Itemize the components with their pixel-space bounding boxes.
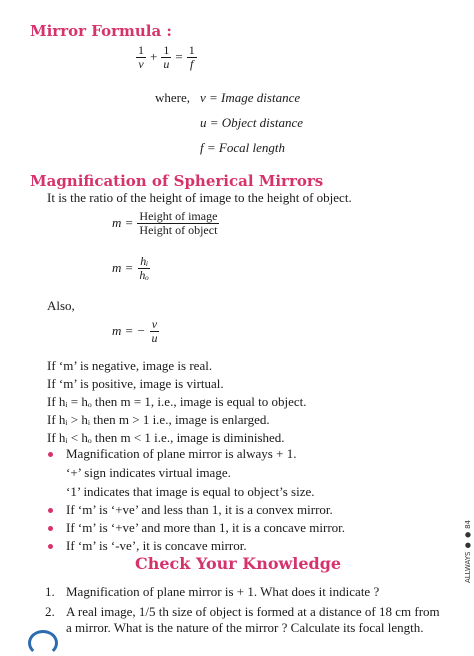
check-knowledge-heading: Check Your Knowledge [135, 554, 342, 573]
bullet-negative: If ‘m’ is ‘-ve’, it is concave mirror. [66, 538, 247, 553]
fraction-1-over-f: $\frac{1}{f}$ [188, 43, 195, 71]
rule-line: If hᵢ = hₒ then m = 1, i.e., image is equal to object. [47, 394, 307, 409]
bullet-concave: If ‘m’ is ‘+ve’ and more than 1, it is a concave mirror. [66, 520, 346, 535]
sub-point-one: ‘1’ indicates that image is equal to object’s size. [66, 484, 315, 499]
fraction-1-over-v: $\frac{1}{v}$ [138, 43, 144, 71]
fraction-1-over-u: $\frac{1}{u}$ [163, 43, 170, 71]
side-margin-text: ALLWAYS ● ● 84 [464, 520, 472, 584]
logo-arc-icon [28, 630, 58, 656]
rule-line: If hᵢ > hᵢ then m > 1 i.e., image is enlarged. [47, 412, 270, 427]
magnification-equation-2: m = $\frac{\text{hᵢ}}{\text{hₒ}}$ [112, 254, 149, 282]
rule-line: If ‘m’ is negative, image is real. [47, 358, 213, 373]
magnification-intro: It is the ratio of the height of image to the height of object. [47, 190, 352, 205]
magnification-equation-1: m = $\frac{\text{Height of image}}{\text{Height of object}}$ [112, 209, 218, 237]
mirror-formula-heading: Mirror Formula : [30, 22, 172, 40]
also-label: Also, [47, 298, 75, 313]
magnification-heading: Magnification of Spherical Mirrors [30, 172, 324, 190]
bullet-dot [48, 508, 53, 513]
u-definition: u = Object distance [200, 115, 303, 130]
v-definition: v = Image distance [200, 90, 301, 105]
question-2-line-2: a mirror. What is the nature of the mirror ? Calculate its focal length. [66, 620, 424, 635]
sub-point-plus-sign: ‘+’ sign indicates virtual image. [66, 465, 231, 480]
mirror-formula-equation: $\frac{1}{v}$ + $\frac{1}{u}$ = $\frac{1}{f}$ [138, 43, 195, 71]
bullet-plane-mirror: Magnification of plane mirror is always + 1. [66, 446, 297, 461]
question-2-line-1: A real image, 1/5 th size of object is formed at a distance of 18 cm from [66, 604, 440, 619]
magnification-equation-3: m = − $\frac{v}{u}$ [112, 317, 158, 345]
question-1: Magnification of plane mirror is + 1. What does it indicate ? [66, 584, 380, 599]
bullet-dot [48, 452, 53, 457]
question-1-number: 1. [45, 584, 55, 599]
rule-line: If hᵢ < hₒ then m < 1 i.e., image is diminished. [47, 430, 285, 445]
bullet-dot [48, 544, 53, 549]
bullet-dot [48, 526, 53, 531]
bullet-convex: If ‘m’ is ‘+ve’ and less than 1, it is a convex mirror. [66, 502, 333, 517]
question-2-number: 2. [45, 604, 55, 619]
f-definition: f = Focal length [200, 140, 285, 155]
where-label: where, [155, 90, 191, 105]
rule-line: If ‘m’ is positive, image is virtual. [47, 376, 224, 391]
